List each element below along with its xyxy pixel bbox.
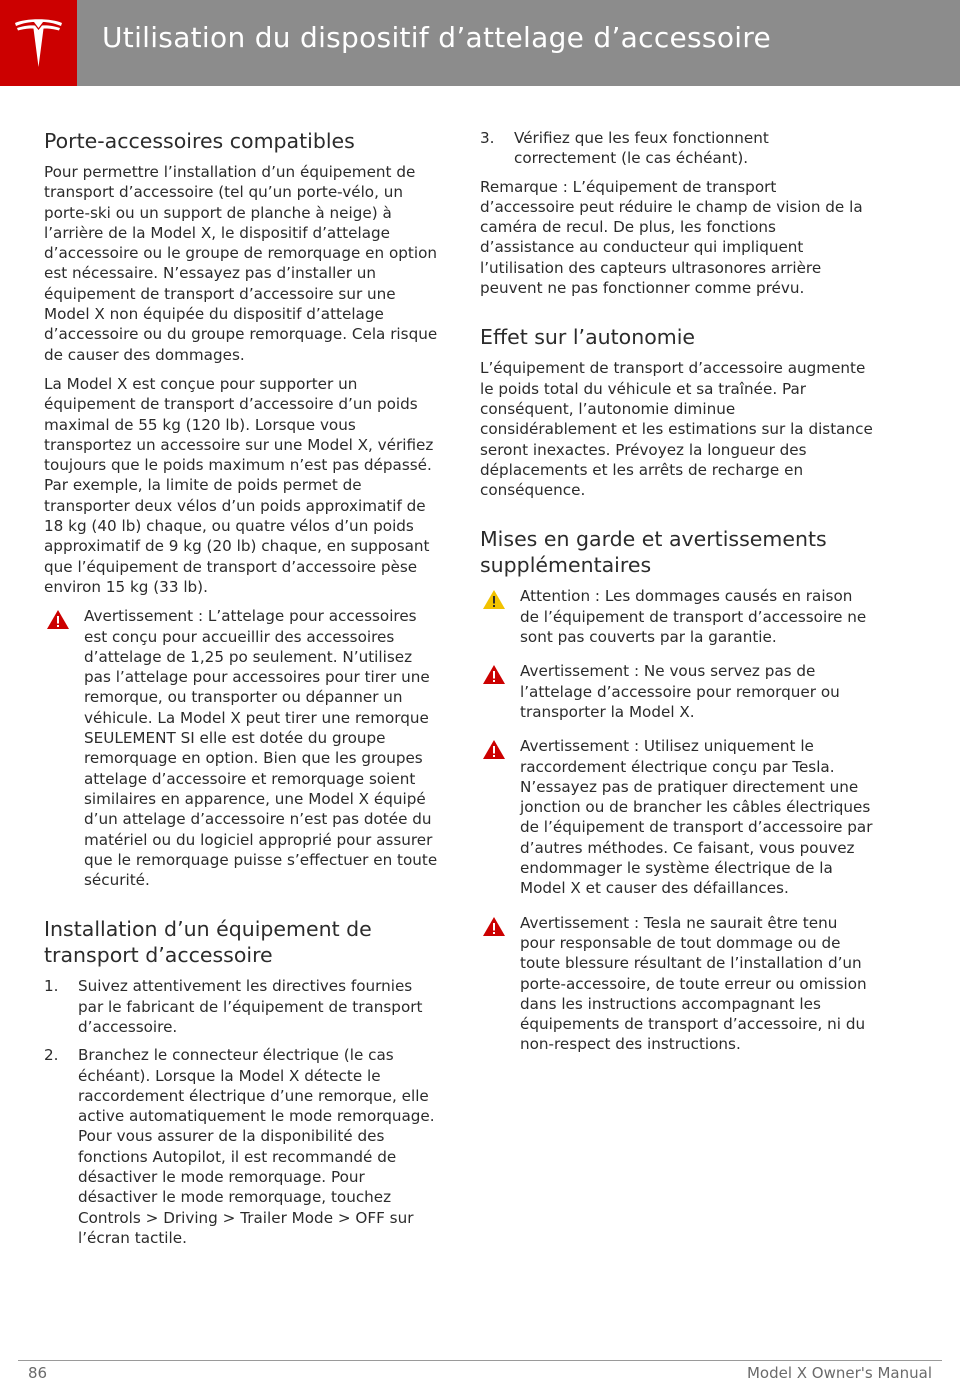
page-header <box>0 0 960 86</box>
step-text: Branchez le connecteur électrique (le cas échéant). Lorsque la Model X détecte le raccordement électrique d’une remorque, elle active automatiquement le mode remorquage. Pour vous assurer de la disponibilité des fonctions Autopilot, il est recommandé de désactiver le mode remorquage. Pour désactiver le mode remorquage, touchez Controls > Driving > Trailer Mode > OFF sur l’écran tactile. <box>78 1046 435 1247</box>
page-number: 86 <box>28 1364 48 1382</box>
list-item <box>480 128 875 169</box>
brand-logo <box>0 0 77 86</box>
tesla-logo-icon <box>13 17 64 69</box>
note-paragraph: Remarque : L’équipement de transport d’accessoire peut réduire le champ de vision de la caméra de recul. De plus, les fonctions d’assistance au conducteur qui impliquent l’utilisation des capteurs ultrasonores arrière peuvent ne pas fonctionner comme prévu. <box>480 177 863 298</box>
step-number: 3. <box>480 129 495 147</box>
warning-block <box>480 661 875 722</box>
installation-steps <box>44 976 439 1248</box>
warning-icon <box>482 916 506 937</box>
paragraph: L’équipement de transport d’accessoire augmente le poids total du véhicule et sa traînée. Par conséquent, l’autonomie diminue considérablement et les estimations sur la distance seront inexactes. Prévoyez la longueur des déplacements et les arrêts de recharge en conséquence. <box>480 359 873 500</box>
footer-divider <box>18 1360 942 1361</box>
list-item <box>44 976 439 1037</box>
installation-steps-continued <box>480 128 875 169</box>
left-column <box>44 128 439 1256</box>
right-column <box>480 128 875 1069</box>
manual-name: Model X Owner's Manual <box>746 1364 932 1382</box>
section-title-installation: Installation d’un équipement de transport d’accessoire <box>44 917 372 968</box>
warning-text: Avertissement : Tesla ne saurait être tenu pour responsable de tout dommage ou de toute blessure résultant de l’installation d’un porte-accessoire, de toute erreur ou omission dans les instructions accompagnant les équipements de transport d’accessoire, ni du non-respect des instructions. <box>520 913 867 1054</box>
paragraph: Pour permettre l’installation d’un équipement de transport d’accessoire (tel qu’un porte-vélo, un porte-ski ou un support de planche à neige) à l’arrière de la Model X, le dispositif d’attelage d’accessoire ou le groupe de remorquage en option est nécessaire. N’essayez pas d’installer un équipement de transport d’accessoire sur une Model X non équipée du dispositif d’attelage d’accessoire ou du groupe remorquage. Cela risque de causer des dommages. <box>44 163 438 364</box>
warning-icon <box>46 609 70 630</box>
warning-block <box>480 736 875 898</box>
caution-icon <box>482 589 506 610</box>
section-title-compatible-carriers: Porte-accessoires compatibles <box>44 129 355 153</box>
warning-text: Avertissement : Ne vous servez pas de l’attelage d’accessoire pour remorquer ou transporter la Model X. <box>520 662 840 721</box>
warning-icon <box>482 739 506 760</box>
caution-block <box>480 586 875 647</box>
section-title-range-effect: Effet sur l’autonomie <box>480 325 696 350</box>
caution-text: Attention : Les dommages causés en raison de l’équipement de transport d’accessoire ne sont pas couverts par la garantie. <box>520 587 867 647</box>
step-text: Suivez attentivement les directives fournies par le fabricant de l’équipement de transport d’accessoire. <box>78 977 423 1036</box>
step-text: Vérifiez que les feux fonctionnent correctement (le cas échéant). <box>514 129 769 168</box>
warning-block <box>44 606 439 890</box>
warning-text: Avertissement : L’attelage pour accessoires est conçu pour accueillir des accessoires d’attelage de 1,25 po seulement. N’utilisez pas l’attelage pour accessoires pour tirer une remorque, ou transporter ou dépanner un véhicule. La Model X peut tirer une remorque SEULEMENT SI elle est dotée du groupe remorquage en option. Bien que les groupes attelage d’accessoire et remorquage soient similaires en apparence, une Model X équipé d’un attelage d’accessoire n’est pas dotée du matériel ou du logiciel approprié pour assurer que le remorquage puisse s’effectuer en toute sécurité. <box>84 607 438 890</box>
section-title-additional-warnings: Mises en garde et avertissements supplémentaires <box>480 527 827 578</box>
step-number: 1. <box>44 977 59 996</box>
paragraph: La Model X est conçue pour supporter un équipement de transport d’accessoire d’un poids maximal de 55 kg (120 lb). Lorsque vous transportez un accessoire sur une Model X, vérifiez toujours que le poids maximum n’est pas dépassé. Par exemple, la limite de poids permet de transporter deux vélos d’un poids approximatif de 18 kg (40 lb) chaque, ou quatre vélos d’un poids approximatif de 9 kg (20 lb) chaque, en supposant que l’équipement de transport d’accessoire pèse environ 15 kg (33 lb). <box>44 374 434 596</box>
page-title: Utilisation du dispositif d’attelage d’accessoire <box>102 21 772 54</box>
warning-icon <box>482 664 506 685</box>
warning-text: Avertissement : Utilisez uniquement le raccordement électrique conçu par Tesla. N’essayez pas de pratiquer directement une jonction ou de brancher les câbles électriques de l’équipement de transport d’accessoire par d’autres méthodes. Ce faisant, vous pouvez endommager le système électrique de la Model X et causer des défaillances. <box>520 737 873 898</box>
list-item <box>44 1045 439 1248</box>
step-number: 2. <box>44 1046 59 1065</box>
warning-block <box>480 913 875 1055</box>
